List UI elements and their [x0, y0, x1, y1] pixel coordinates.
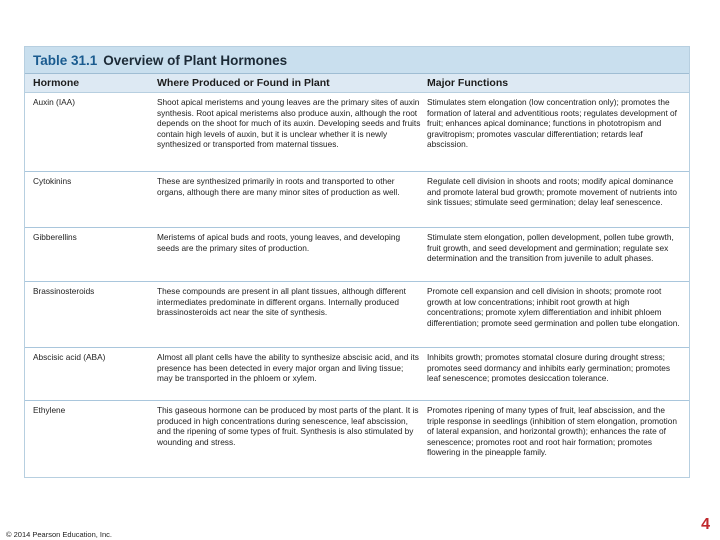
major-functions: Stimulates stem elongation (low concentration only); promotes the formation of lateral and adventitious roots; regulates development of fruit; enhances apical dominance; functions in phototropism and gravitropism; promotes vascular differentiation; retards leaf abscission. — [427, 97, 677, 150]
column-header-functions: Major Functions — [427, 77, 509, 89]
production-site: These are synthesized primarily in roots and transported to other organs, although there are many minor sites of production as well. — [157, 176, 400, 197]
table-title: Overview of Plant Hormones — [103, 52, 288, 68]
table-row — [25, 348, 689, 401]
hormone-name: Brassinosteroids — [33, 286, 95, 296]
hormone-name: Gibberellins — [33, 232, 77, 242]
table-row — [25, 172, 689, 228]
table-row — [25, 228, 689, 282]
copyright-notice: © 2014 Pearson Education, Inc. — [6, 530, 113, 539]
table-row — [25, 282, 689, 348]
production-site: This gaseous hormone can be produced by most parts of the plant. It is produced in high concentrations during senescence, leaf abscission, and the ripening of some types of fruit. Synthesis is also stimulated by wounding and stress. — [157, 405, 419, 447]
hormone-name: Auxin (IAA) — [33, 97, 75, 107]
production-site: Shoot apical meristems and young leaves are the primary sites of auxin synthesis. Root apical meristems also produce auxin, although the root depends on the shoot for much of its auxin. Developing seeds and fruits contain high levels of auxin, but it is unclear whether it is newly synthesized or transported from maternal tissues. — [157, 97, 421, 150]
major-functions: Promote cell expansion and cell division in shoots; promote root growth at low concentrations; inhibit root growth at high concentrations; promote xylem differentiation and inhibit phloem differentiation; promote seed germination and pollen tube elongation. — [427, 286, 680, 328]
major-functions: Inhibits growth; promotes stomatal closure during drought stress; promotes seed dormancy and inhibits early germination; promotes leaf senescence; promotes desiccation tolerance. — [427, 352, 671, 384]
table-row — [25, 401, 689, 476]
table-body — [25, 93, 689, 476]
column-header-hormone: Hormone — [33, 77, 80, 89]
page-number: 4 — [701, 516, 710, 533]
major-functions: Stimulate stem elongation, pollen development, pollen tube growth, fruit growth, and seed development and germination; regulate sex determination and the transition from juvenile to adult phases. — [427, 232, 674, 264]
table-title-bar — [25, 47, 689, 74]
hormone-name: Cytokinins — [33, 176, 72, 186]
hormone-table — [24, 46, 690, 478]
production-site: These compounds are present in all plant tissues, although different intermediates predominate in different organs. Internally produced brassinosteroids act near the site of synthesis. — [157, 286, 406, 318]
major-functions: Regulate cell division in shoots and roots; modify apical dominance and promote lateral bud growth; promote movement of nutrients into sink tissues; stimulate seed germination; delay leaf senescence. — [427, 176, 677, 208]
hormone-name: Ethylene — [33, 405, 66, 415]
hormone-name: Abscisic acid (ABA) — [33, 352, 106, 362]
major-functions: Promotes ripening of many types of fruit, leaf abscission, and the triple response in seedlings (inhibition of stem elongation, promotion of lateral expansion, and horizontal growth); enhances the rate of senescence; promotes root and root hair formation; promotes flowering in the pineapple family. — [427, 405, 677, 458]
table-row — [25, 93, 689, 172]
production-site: Almost all plant cells have the ability to synthesize abscisic acid, and its presence has been detected in every major organ and living tissue; may be transported in the phloem or xylem. — [157, 352, 419, 384]
column-header-where: Where Produced or Found in Plant — [157, 77, 330, 89]
production-site: Meristems of apical buds and roots, young leaves, and developing seeds are the primary sites of production. — [157, 232, 401, 253]
table-header — [25, 74, 689, 93]
table-number: Table 31.1 — [33, 52, 98, 68]
